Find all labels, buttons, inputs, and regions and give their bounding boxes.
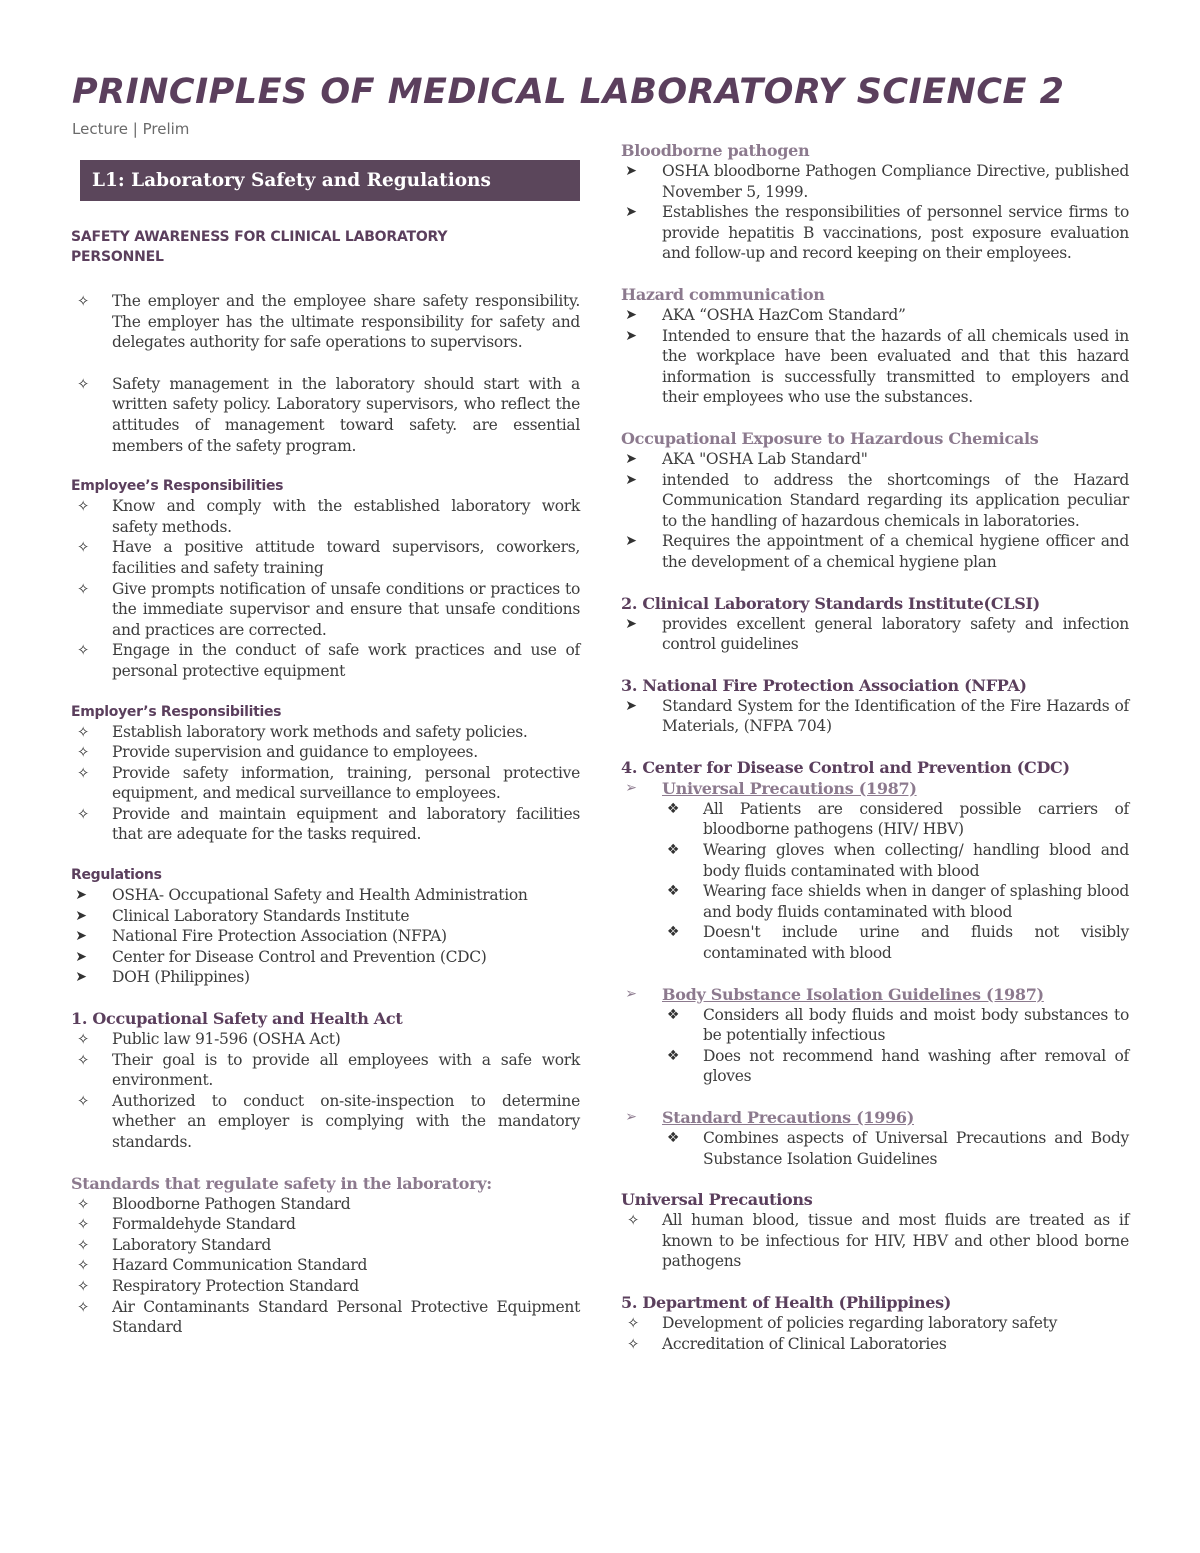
arrow-bullet-icon: ➤	[75, 928, 87, 945]
list-item: ✧ Engage in the conduct of safe work practices and use of personal protective equipment	[71, 640, 580, 681]
list-item: ✧ Accreditation of Clinical Laboratories	[621, 1334, 1129, 1355]
standard-precautions-link[interactable]: ➢ Standard Precautions (1996)	[621, 1107, 1129, 1128]
list-item: ➤ OSHA- Occupational Safety and Health Administration	[71, 885, 580, 906]
diamond-bullet-icon: ✧	[76, 292, 90, 310]
list-item: ✧ Have a positive attitude toward supervisors, coworkers, facilities and safety training	[71, 537, 580, 578]
list-item: ➤ National Fire Protection Association (NFPA)	[71, 926, 580, 947]
list-item: ✧ Provide supervision and guidance to employees.	[71, 742, 580, 763]
arrow-bullet-icon: ➤	[75, 969, 87, 986]
diamond-bullet-icon: ✧	[76, 1091, 90, 1110]
four-diamond-bullet-icon: ❖	[666, 842, 680, 859]
diamond-bullet-icon: ✧	[76, 538, 90, 557]
list-item: ✧ Development of policies regarding laboratory safety	[621, 1313, 1129, 1334]
arrow-bullet-icon: ➤	[625, 327, 637, 344]
four-diamond-bullet-icon: ❖	[666, 1047, 680, 1064]
diamond-bullet-icon: ✧	[76, 374, 90, 393]
arrow-bullet-icon: ➢	[625, 779, 637, 796]
list-item: ✧ Public law 91-596 (OSHA Act)	[71, 1029, 580, 1050]
list-item: ➤ AKA "OSHA Lab Standard"	[621, 449, 1129, 470]
osha-act-heading: 1. Occupational Safety and Health Act	[71, 1009, 403, 1029]
hazard-communication-list	[621, 305, 1129, 408]
bloodborne-pathogen-heading: Bloodborne pathogen	[621, 141, 810, 160]
list-item: ➤ Standard System for the Identification of the Fire Hazards of Materials, (NFPA 704)	[621, 696, 1129, 737]
list-item: ✧ Laboratory Standard	[71, 1235, 580, 1256]
osha-act-list	[71, 1029, 580, 1153]
occupational-exposure-list	[621, 449, 1129, 573]
diamond-bullet-icon: ✧	[76, 1050, 90, 1069]
employee-responsibilities-list	[71, 496, 580, 681]
standard-precautions-list	[621, 1128, 1129, 1169]
four-diamond-bullet-icon: ❖	[666, 883, 680, 900]
arrow-bullet-icon: ➤	[625, 615, 637, 632]
diamond-bullet-icon: ✧	[626, 1334, 640, 1353]
left-column	[71, 160, 580, 1338]
list-item: ➤ intended to address the shortcomings of the Hazard Communication Standard regarding its application peculiar to the handling of hazardous chemicals in laboratories.	[621, 470, 1129, 532]
list-item: ➤ Requires the appointment of a chemical hygiene officer and the development of a chemical hygiene plan	[621, 531, 1129, 572]
hazard-communication-heading: Hazard communication	[621, 284, 825, 304]
diamond-bullet-icon: ✧	[76, 1276, 90, 1295]
diamond-bullet-icon: ✧	[76, 1194, 90, 1213]
arrow-bullet-icon: ➤	[625, 533, 637, 550]
bloodborne-pathogen-list	[621, 161, 1129, 264]
section-banner: L1: Laboratory Safety and Regulations	[80, 160, 580, 201]
occupational-exposure-heading: Occupational Exposure to Hazardous Chemicals	[621, 428, 1039, 448]
body-substance-isolation-link[interactable]: ➢ Body Substance Isolation Guidelines (1987)	[621, 984, 1129, 1005]
employer-responsibilities-list	[71, 722, 580, 846]
cdc-heading: 4. Center for Disease Control and Prevention (CDC)	[621, 757, 1070, 777]
employer-responsibilities-heading: Employer’s Responsibilities	[71, 703, 282, 720]
arrow-bullet-icon: ➤	[625, 204, 637, 221]
universal-precautions-summary-list	[621, 1210, 1129, 1272]
arrow-bullet-icon: ➤	[75, 907, 87, 924]
body-substance-isolation-list	[621, 1005, 1129, 1087]
list-item: ✧ Establish laboratory work methods and safety policies.	[71, 722, 580, 743]
doh-list	[621, 1313, 1129, 1354]
right-column	[621, 140, 1129, 1354]
list-item: ❖ Wearing gloves when collecting/ handling blood and body fluids contaminated with blood	[666, 841, 1129, 880]
doh-heading: 5. Department of Health (Philippines)	[621, 1292, 952, 1312]
list-item: ✧ All human blood, tissue and most fluids are treated as if known to be infectious for HIV, HBV and other blood borne pathogens	[621, 1210, 1129, 1272]
arrow-bullet-icon: ➤	[625, 450, 637, 467]
list-item: ✧ Respiratory Protection Standard	[71, 1276, 580, 1297]
employee-responsibilities-heading: Employee’s Responsibilities	[71, 478, 284, 495]
list-item: ➤ AKA “OSHA HazCom Standard”	[621, 305, 1129, 326]
list-item: ✧ Safety management in the laboratory should start with a written safety policy. Laboratory supervisors, who reflect the attitudes of management toward safety. are essential members of the safety program.	[71, 374, 580, 456]
clsi-list	[621, 614, 1129, 655]
nfpa-heading: 3. National Fire Protection Association (NFPA)	[621, 675, 1027, 695]
diamond-bullet-icon: ✧	[76, 1215, 90, 1234]
list-item: ➤ Establishes the responsibilities of personnel service firms to provide hepatitis B vaccinations, post exposure evaluation and follow-up and record keeping on their employees.	[621, 202, 1129, 264]
diamond-bullet-icon: ✧	[76, 579, 90, 598]
list-item: ✧ The employer and the employee share safety responsibility. The employer has the ultimate responsibility for safety and delegates authority for safe operations to supervisors.	[71, 291, 580, 353]
universal-precautions-link[interactable]: ➢ Universal Precautions (1987)	[621, 778, 1129, 799]
list-item: ❖ Combines aspects of Universal Precautions and Body Substance Isolation Guidelines	[666, 1129, 1129, 1168]
list-item: ➤ Intended to ensure that the hazards of all chemicals used in the workplace have been evaluated and that this hazard information is successfully transmitted to employers and their employees who use the substances.	[621, 326, 1129, 408]
list-item: ✧ Bloodborne Pathogen Standard	[71, 1194, 580, 1215]
list-item: ✧ Hazard Communication Standard	[71, 1255, 580, 1276]
four-diamond-bullet-icon: ❖	[666, 1006, 680, 1023]
diamond-bullet-icon: ✧	[76, 1030, 90, 1049]
four-diamond-bullet-icon: ❖	[666, 1130, 680, 1146]
four-diamond-bullet-icon: ❖	[666, 924, 680, 941]
diamond-bullet-icon: ✧	[76, 1297, 90, 1316]
arrow-bullet-icon: ➤	[625, 471, 637, 488]
list-item: ➤ Clinical Laboratory Standards Institute	[71, 906, 580, 927]
diamond-bullet-icon: ✧	[76, 804, 90, 823]
list-item: ➤ DOH (Philippines)	[71, 967, 580, 988]
list-item: ✧ Authorized to conduct on-site-inspection to determine whether an employer is complying with the mandatory standards.	[71, 1091, 580, 1153]
diamond-bullet-icon: ✧	[76, 1235, 90, 1254]
diamond-bullet-icon: ✧	[76, 763, 90, 782]
diamond-bullet-icon: ✧	[76, 497, 90, 516]
list-item: ✧ Air Contaminants Standard Personal Protective Equipment Standard	[71, 1297, 580, 1338]
diamond-bullet-icon: ✧	[76, 1256, 90, 1275]
list-item: ✧ Know and comply with the established laboratory work safety methods.	[71, 496, 580, 537]
diamond-bullet-icon: ✧	[76, 743, 90, 762]
nfpa-list	[621, 696, 1129, 737]
diamond-bullet-icon: ✧	[76, 641, 90, 660]
diamond-bullet-icon: ✧	[626, 1313, 640, 1332]
arrow-bullet-icon: ➤	[75, 887, 87, 904]
arrow-bullet-icon: ➤	[625, 306, 637, 323]
list-item: ✧ Provide and maintain equipment and laboratory facilities that are adequate for the tasks required.	[71, 804, 580, 845]
document-subtitle: Lecture | Prelim	[72, 120, 190, 138]
diamond-bullet-icon: ✧	[76, 722, 90, 741]
regulations-heading: Regulations	[71, 867, 162, 884]
list-item: ➤ Center for Disease Control and Prevention (CDC)	[71, 947, 580, 968]
list-item: ➤ provides excellent general laboratory safety and infection control guidelines	[621, 614, 1129, 655]
standards-list	[71, 1194, 580, 1338]
list-item: ❖ Doesn't include urine and fluids not visibly contaminated with blood	[666, 923, 1129, 963]
list-item: ✧ Provide safety information, training, personal protective equipment, and medical surveillance to employees.	[71, 763, 580, 804]
arrow-bullet-icon: ➢	[625, 985, 637, 1002]
safety-awareness-list	[71, 291, 580, 456]
clsi-heading: 2. Clinical Laboratory Standards Institute(CLSI)	[621, 593, 1040, 613]
arrow-bullet-icon: ➤	[75, 948, 87, 965]
list-item: ✧ Formaldehyde Standard	[71, 1214, 580, 1235]
arrow-bullet-icon: ➤	[625, 163, 637, 179]
standards-heading: Standards that regulate safety in the laboratory:	[71, 1173, 492, 1193]
list-item: ❖ All Patients are considered possible carriers of bloodborne pathogens (HIV/ HBV)	[666, 799, 1129, 839]
list-item: ❖ Does not recommend hand washing after removal of gloves	[666, 1046, 1129, 1086]
universal-precautions-list	[621, 799, 1129, 964]
list-item: ❖ Considers all body fluids and moist body substances to be potentially infectious	[666, 1005, 1129, 1045]
list-item: ❖ Wearing face shields when in danger of splashing blood and body fluids contaminated with blood	[666, 882, 1129, 921]
four-diamond-bullet-icon: ❖	[666, 800, 680, 817]
arrow-bullet-icon: ➢	[625, 1109, 637, 1125]
arrow-bullet-icon: ➤	[625, 697, 637, 714]
list-item: ➤ OSHA bloodborne Pathogen Compliance Directive, published November 5, 1999.	[621, 161, 1129, 202]
list-item: ✧ Their goal is to provide all employees with a safe work environment.	[71, 1050, 580, 1091]
document-title: PRINCIPLES OF MEDICAL LABORATORY SCIENCE 2	[72, 72, 1065, 112]
universal-precautions-heading: Universal Precautions	[621, 1190, 813, 1210]
diamond-bullet-icon: ✧	[626, 1211, 640, 1230]
regulations-list	[71, 885, 580, 988]
list-item: ✧ Give prompts notification of unsafe conditions or practices to the immediate supervisor and ensure that unsafe conditions and practices are corrected.	[71, 579, 580, 641]
safety-awareness-heading: SAFETY AWARENESS FOR CLINICAL LABORATORY PERSONNEL	[71, 229, 448, 265]
